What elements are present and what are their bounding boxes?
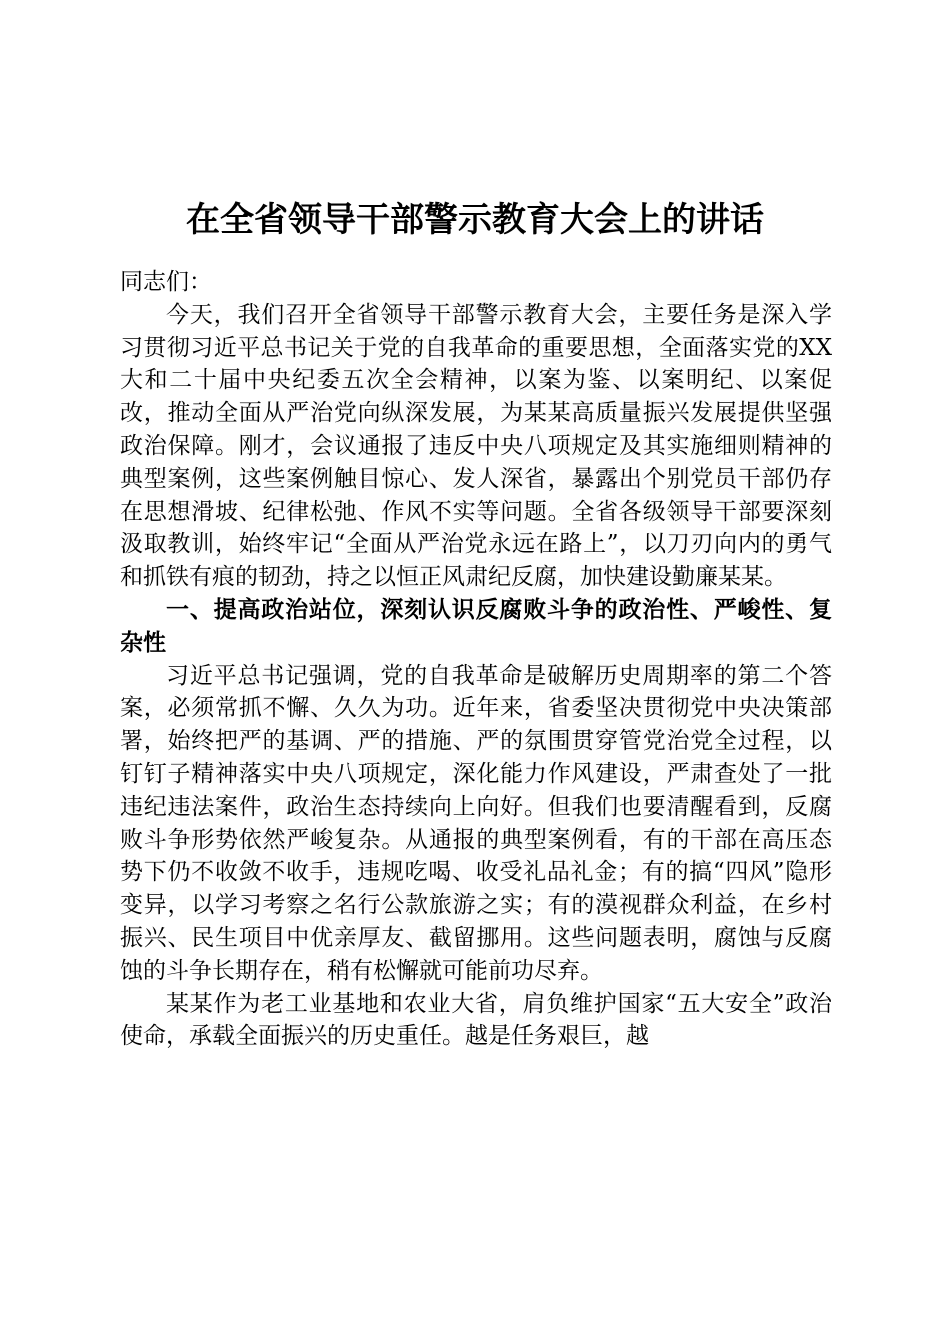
section1-paragraph-2: 某某作为老工业基地和农业大省，肩负维护国家“五大安全”政治使命，承载全面振兴的历史重任。越是任务艰巨，越 [120, 990, 832, 1050]
intro-paragraph: 今天，我们召开全省领导干部警示教育大会，主要任务是深入学习贯彻习近平总书记关于党的自我革命的重要思想，全面落实党的XX大和二十届中央纪委五次全会精神，以案为鉴、以案明纪、以案促改，推动全面从严治党向纵深发展，为某某高质量振兴发展提供坚强政治保障。刚才，会议通报了违反中央八项规定及其实施细则精神的典型案例，这些案例触目惊心、发人深省，暴露出个别党员干部仍存在思想滑坡、纪律松弛、作风不实等问题。全省各级领导干部要深刻汲取教训，始终牢记“全面从严治党永远在路上”，以刀刃向内的勇气和抓铁有痕的韧劲，持之以恒正风肃纪反腐，加快建设勤廉某某。 [120, 301, 832, 591]
section1-paragraph-1: 习近平总书记强调，党的自我革命是破解历史周期率的第二个答案，必须常抓不懈、久久为功。近年来，省委坚决贯彻党中央决策部署，始终把严的基调、严的措施、严的氛围贯穿管党治党全过程，以钉钉子精神落实中央八项规定，深化能力作风建设，严肃查处了一批违纪违法案件，政治生态持续向上向好。但我们也要清醒看到，反腐败斗争形势依然严峻复杂。从通报的典型案例看，有的干部在高压态势下仍不收敛不收手，违规吃喝、收受礼品礼金；有的搞“四风”隐形变异，以学习考察之名行公款旅游之实；有的漠视群众利益，在乡村振兴、民生项目中优亲厚友、截留挪用。这些问题表明，腐蚀与反腐蚀的斗争长期存在，稍有松懈就可能前功尽弃。 [120, 662, 832, 984]
document-title: 在全省领导干部警示教育大会上的讲话 [186, 200, 764, 240]
document-body [120, 266, 832, 1053]
salutation: 同志们： [120, 269, 212, 295]
section-heading-1: 一、提高政治站位，深刻认识反腐败斗争的政治性、严峻性、复杂性 [120, 596, 832, 656]
